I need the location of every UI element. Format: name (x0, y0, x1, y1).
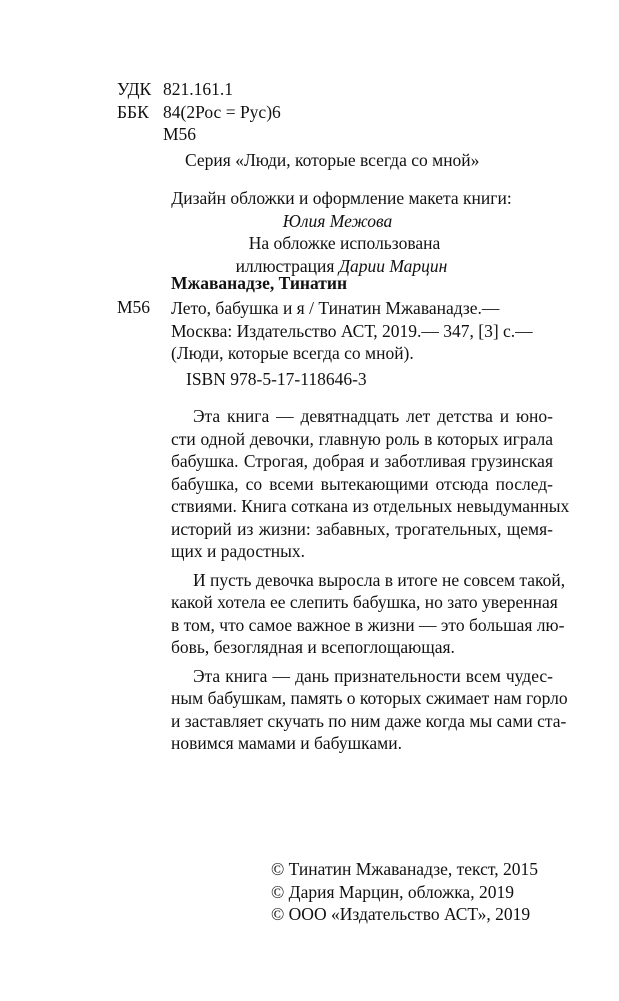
bbk-label: ББК (117, 101, 149, 122)
copyright-line: © Дария Марцин, обложка, 2019 (271, 881, 514, 902)
catalog-author: Мжаванадзе, Тинатин (171, 273, 348, 293)
bbk-row (117, 101, 281, 124)
designer-name: Юлия Межова (282, 210, 393, 231)
illustrator-name: Дарии Марцин (338, 255, 448, 276)
annotation (171, 405, 570, 761)
annotation-line: бовь, безоглядная и всепоглощающая. (171, 637, 455, 657)
catalog-entry-line: Москва: Издательство АСТ, 2019.— 347, [3] с.— (171, 320, 533, 341)
udk-row (117, 78, 281, 101)
annotation-paragraph-1 (171, 405, 570, 563)
annotation-line: какой хотела ее слепить бабушка, но зато уверенная (171, 592, 558, 612)
annotation-line: ствиями. Книга соткана из отдельных невыдуманных (171, 496, 570, 516)
annotation-line: щих и радостных. (171, 541, 305, 561)
cover-note: На обложке использована (248, 233, 441, 253)
author-mark-row (117, 123, 281, 146)
design-credits (0, 187, 619, 277)
annotation-line: и заставляет скучать по ним даже когда мы сами ста- (171, 710, 567, 731)
design-credits-line: Дизайн обложки и оформление макета книги: (171, 188, 512, 208)
bbk-value: 84(2Рос = Рус)6 (163, 101, 281, 122)
annotation-line: Эта книга — девятнадцать лет детства и юно- (193, 406, 553, 426)
udk-label: УДК (117, 79, 152, 99)
illustration-prefix: иллюстрация (235, 255, 335, 276)
classification-block (117, 78, 281, 146)
series-title: Серия «Люди, которые всегда со мной» (185, 150, 480, 170)
author-mark: М56 (163, 124, 197, 144)
catalog-entry (171, 297, 553, 365)
annotation-line: сти одной девочки, главную роль в которых играла (171, 428, 553, 449)
annotation-line: И пусть девочка выросла в итоге не совсем такой, (193, 569, 566, 590)
annotation-line: историй из жизни: забавных, трогательных, щемя- (171, 518, 553, 539)
annotation-line: ным бабушкам, память о которых сжимает нам горло (171, 688, 568, 708)
isbn: ISBN 978-5-17-118646-3 (186, 369, 367, 389)
annotation-paragraph-3 (171, 665, 568, 755)
catalog-entry-line: Лето, бабушка и я / Тинатин Мжаванадзе.— (171, 298, 500, 318)
copyright-line: © ООО «Издательство АСТ», 2019 (271, 904, 531, 924)
udk-value: 821.161.1 (163, 79, 233, 99)
annotation-line: Эта книга — дань признательности всем чудес- (193, 665, 553, 686)
catalog-entry-line: (Люди, которые всегда со мной). (171, 343, 414, 363)
copyright-line: © Тинатин Мжаванадзе, текст, 2015 (271, 859, 538, 879)
annotation-paragraph-2 (171, 569, 566, 659)
catalog-call-mark: М56 (117, 297, 151, 317)
annotation-line: бабушка, со всеми вытекающими отсюда послед- (171, 473, 553, 494)
annotation-line: бабушка. Строгая, добрая и заботливая грузинская (171, 451, 553, 471)
annotation-line: новимся мамами и бабушками. (171, 733, 402, 753)
copyright-block (271, 858, 538, 926)
annotation-line: в том, что самое важное в жизни — это большая лю- (171, 614, 565, 635)
